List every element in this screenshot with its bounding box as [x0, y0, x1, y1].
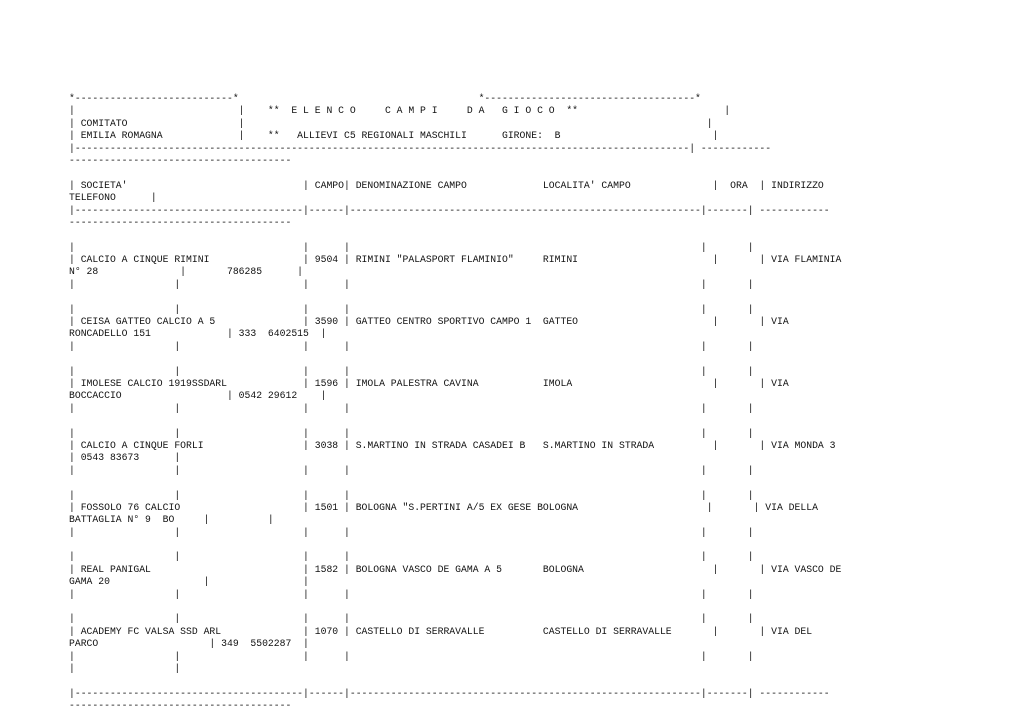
table-row-wrap: PARCO | 349 5502287 |: [69, 638, 309, 650]
table-row-spacer: | | | | |: [69, 241, 754, 253]
table-row: | ACADEMY FC VALSA SSD ARL | 1070 | CASTELLO DI SERRAVALLE CASTELLO DI SERRAVALLE | | VIA DEL: [69, 625, 813, 637]
table-row-spacer: | | | | | |: [69, 588, 754, 600]
table-row-spacer: | | | | | |: [69, 489, 754, 501]
header-comitato-line: | COMITATO | |: [69, 117, 713, 129]
table-row-spacer: | | | | | |: [69, 340, 754, 352]
table-row-wrap: BATTAGLIA N° 9 BO | |: [69, 514, 274, 526]
table-row-wrap: | 0543 83673 |: [69, 452, 181, 464]
table-header-separator-wrap: --------------------------------------: [69, 216, 292, 228]
table-row-spacer: | | | | | |: [69, 551, 754, 563]
table-column-headers-wrap: TELEFONO |: [69, 192, 157, 204]
table-row-wrap: GAMA 20 | |: [69, 576, 309, 588]
table-row: | FOSSOLO 76 CALCIO | 1501 | BOLOGNA "S.PERTINI A/5 EX GESE BOLOGNA | | VIA DELLA: [69, 501, 818, 513]
blank-line: [69, 353, 841, 365]
header-separator: |---------------------------------------------------------------------------------------------------------| ------------: [69, 142, 772, 154]
table-row: | CALCIO A CINQUE FORLI | 3038 | S.MARTINO IN STRADA CASADEI B S.MARTINO IN STRADA | | VIA MONDA 3: [69, 439, 836, 451]
table-row-spacer: | | | | | |: [69, 427, 754, 439]
header-region-line: | EMILIA ROMAGNA | ** ALLIEVI C5 REGIONALI MASCHILI GIRONE: B |: [69, 130, 719, 142]
blank-line: [69, 167, 841, 179]
table-row-wrap: N° 28 | 786285 |: [69, 266, 304, 278]
table-row-spacer: | | | | | |: [69, 278, 754, 290]
blank-line: [69, 415, 841, 427]
table-row-spacer: | | | | | |: [69, 464, 754, 476]
table-bottom-border: |---------------------------------------|------|------------------------------------------------------------|-------| ------------: [69, 687, 830, 699]
table-row: | IMOLESE CALCIO 1919SSDARL | 1596 | IMOLA PALESTRA CAVINA IMOLA | | VIA: [69, 377, 789, 389]
table-row: | CEISA GATTEO CALCIO A 5 | 3590 | GATTEO CENTRO SPORTIVO CAMPO 1 GATTEO | | VIA: [69, 316, 789, 328]
blank-line: [69, 539, 841, 551]
table-row-wrap: RONCADELLO 151 | 333 6402515 |: [69, 328, 327, 340]
table-row-wrap: BOCCACCIO | 0542 29612 |: [69, 390, 327, 402]
blank-line: [69, 477, 841, 489]
blank-line: [69, 229, 841, 241]
table-bottom-border-wrap: --------------------------------------: [69, 700, 292, 712]
table-row: | REAL PANIGAL | 1582 | BOLOGNA VASCO DE GAMA A 5 BOLOGNA | | VIA VASCO DE: [69, 563, 842, 575]
table-header-separator: |---------------------------------------|------|------------------------------------------------------------|-------| ------------: [69, 204, 830, 216]
blank-line: [69, 675, 841, 687]
table-footer-spacer: | |: [69, 662, 181, 674]
table-row-spacer: | | | | | |: [69, 650, 754, 662]
table-column-headers: | SOCIETA' | CAMPO| DENOMINAZIONE CAMPO LOCALITA' CAMPO | ORA | INDIRIZZO: [69, 179, 824, 191]
table-row-spacer: | | | | | |: [69, 613, 754, 625]
fixtures-printout: [69, 93, 841, 713]
blank-line: [69, 291, 841, 303]
table-row-spacer: | | | | | |: [69, 402, 754, 414]
header-top-border: *---------------------------* *------------------------------------*: [69, 93, 701, 104]
table-row-spacer: | | | | | |: [69, 526, 754, 538]
table-row-spacer: | | | | | |: [69, 303, 754, 315]
header-title-line: | | ** E L E N C O C A M P I D A G I O C O ** |: [69, 105, 731, 117]
table-row-spacer: | | | | | |: [69, 365, 754, 377]
table-row: | CALCIO A CINQUE RIMINI | 9504 | RIMINI "PALASPORT FLAMINIO" RIMINI | | VIA FLAMINIA: [69, 254, 842, 266]
blank-line: [69, 601, 841, 613]
header-separator-wrap: --------------------------------------: [69, 154, 292, 166]
